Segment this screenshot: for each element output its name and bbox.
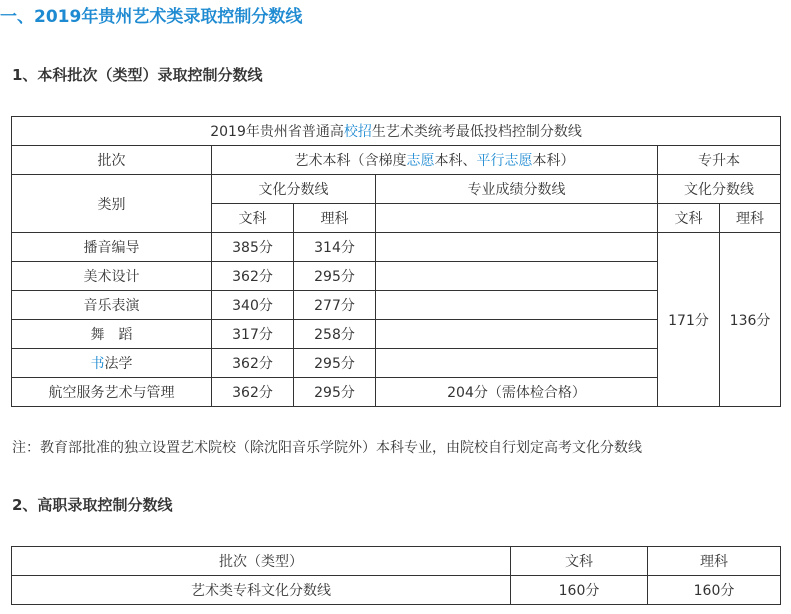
liberal-score-cell: 160分 <box>511 576 648 605</box>
category-cell: 航空服务艺术与管理 <box>12 378 212 407</box>
liberal-header: 文科 <box>511 547 648 576</box>
batch-header: 批次（类型） <box>12 547 511 576</box>
caption-link[interactable]: 校招 <box>343 124 372 140</box>
liberal-score-cell: 362分 <box>212 378 294 407</box>
section-title-vocational: 2、高职录取控制分数线 <box>12 496 173 514</box>
science-score-cell: 258分 <box>294 320 376 349</box>
table-header-row <box>12 146 781 175</box>
table-caption: 2019年贵州省普通高校招生艺术类统考最低投档控制分数线 <box>12 117 781 146</box>
table-row <box>12 233 781 262</box>
table-subheader-row <box>12 175 781 204</box>
upgrade-liberal-score: 171分 <box>658 233 720 407</box>
major-score-cell <box>376 262 658 291</box>
upgrade-liberal-header: 文科 <box>658 204 720 233</box>
calligraphy-link[interactable]: 书 <box>90 356 105 372</box>
category-cell: 播音编导 <box>12 233 212 262</box>
section-title-undergrad: 1、本科批次（类型）录取控制分数线 <box>12 66 263 84</box>
culture-score-header: 文化分数线 <box>212 175 376 204</box>
science-score-cell: 295分 <box>294 349 376 378</box>
table-header-row <box>12 547 781 576</box>
liberal-score-cell: 385分 <box>212 233 294 262</box>
vocational-score-table <box>11 546 781 605</box>
upgrade-science-header: 理科 <box>720 204 781 233</box>
category-cell: 舞 蹈 <box>12 320 212 349</box>
upgrade-science-score: 136分 <box>720 233 781 407</box>
liberal-score-cell: 340分 <box>212 291 294 320</box>
liberal-score-cell: 362分 <box>212 262 294 291</box>
science-score-cell: 314分 <box>294 233 376 262</box>
science-header: 理科 <box>648 547 781 576</box>
science-score-cell: 295分 <box>294 378 376 407</box>
category-header: 类别 <box>12 175 212 233</box>
liberal-score-cell: 362分 <box>212 349 294 378</box>
table-row <box>12 576 781 605</box>
liberal-header: 文科 <box>212 204 294 233</box>
major-score-cell <box>376 233 658 262</box>
major-score-cell: 204分（需体检合格） <box>376 378 658 407</box>
page-heading: 一、2019年贵州艺术类录取控制分数线 <box>0 7 303 27</box>
art-undergrad-header: 艺术本科（含梯度志愿本科、平行志愿本科） <box>212 146 658 175</box>
undergrad-score-table <box>11 116 781 407</box>
science-score-cell: 277分 <box>294 291 376 320</box>
science-header: 理科 <box>294 204 376 233</box>
volunteer-link[interactable]: 志愿 <box>406 153 435 169</box>
science-score-cell: 295分 <box>294 262 376 291</box>
liberal-score-cell: 317分 <box>212 320 294 349</box>
major-blank-cell <box>376 204 658 233</box>
batch-header: 批次 <box>12 146 212 175</box>
category-cell: 音乐表演 <box>12 291 212 320</box>
category-cell: 美术设计 <box>12 262 212 291</box>
major-score-cell <box>376 320 658 349</box>
batch-cell: 艺术类专科文化分数线 <box>12 576 511 605</box>
science-score-cell: 160分 <box>648 576 781 605</box>
major-score-header: 专业成绩分数线 <box>376 175 658 204</box>
footnote: 注：教育部批准的独立设置艺术院校（除沈阳音乐学院外）本科专业，由院校自行划定高考文化分数线 <box>12 440 642 456</box>
major-score-cell <box>376 349 658 378</box>
category-cell: 书法学 <box>12 349 212 378</box>
upgrade-header: 专升本 <box>658 146 781 175</box>
upgrade-culture-header: 文化分数线 <box>658 175 781 204</box>
major-score-cell <box>376 291 658 320</box>
parallel-volunteer-link[interactable]: 平行志愿 <box>476 153 533 169</box>
table-caption-row <box>12 117 781 146</box>
